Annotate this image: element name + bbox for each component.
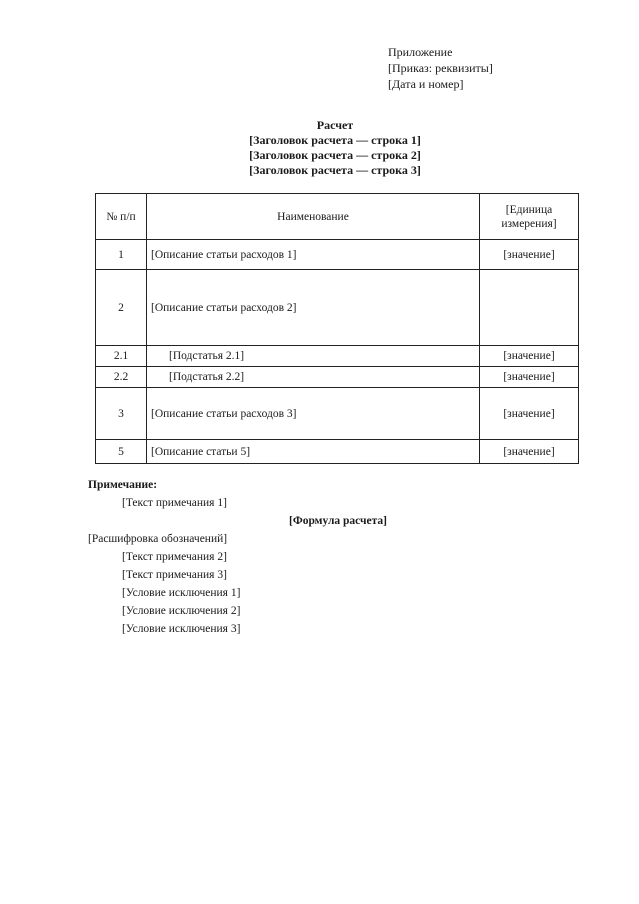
row-num: 3: [96, 388, 147, 440]
title-line-1: Расчет: [316, 118, 354, 132]
row-num: 2.1: [96, 346, 147, 367]
row-desc: [Описание статьи расходов 1]: [147, 240, 480, 270]
row-desc: [Подстатья 2.1]: [147, 346, 480, 367]
row-value: [480, 270, 579, 346]
row-value: [значение]: [480, 367, 579, 388]
table-row: [96, 367, 579, 388]
note-paragraph-4: [Текст примечания 3]: [122, 569, 227, 581]
appendix-line-3: [Дата и номер]: [388, 77, 464, 91]
table-row: [96, 440, 579, 464]
table-row: [96, 240, 579, 270]
table-row: [96, 270, 579, 346]
row-value: [значение]: [480, 388, 579, 440]
table-row: [96, 388, 579, 440]
header-value: [Единица измерения]: [480, 194, 579, 240]
row-value: [значение]: [480, 440, 579, 464]
row-num: 2.2: [96, 367, 147, 388]
row-num: 1: [96, 240, 147, 270]
note-paragraph-3: [Текст примечания 2]: [122, 551, 227, 563]
notes-section: [88, 478, 588, 640]
calculation-table: [95, 193, 579, 464]
header-name: Наименование: [147, 194, 480, 240]
title-line-2: [Заголовок расчета — строка 1]: [249, 133, 421, 147]
row-desc: [Описание статьи 5]: [147, 440, 480, 464]
row-value: [значение]: [480, 346, 579, 367]
header-num: № п/п: [96, 194, 147, 240]
note-paragraph-5: [Условие исключения 1]: [122, 587, 241, 599]
note-paragraph-1: [Текст примечания 1]: [122, 497, 227, 509]
row-value: [значение]: [480, 240, 579, 270]
notes-heading: Примечание:: [88, 479, 158, 491]
table-row: [96, 346, 579, 367]
title-line-3: [Заголовок расчета — строка 2]: [249, 148, 421, 162]
note-paragraph-2: [Расшифровка обозначений]: [88, 533, 228, 545]
note-paragraph-7: [Условие исключения 3]: [122, 623, 241, 635]
appendix-line-1: Приложение: [388, 45, 453, 59]
row-desc: [Описание статьи расходов 2]: [147, 270, 480, 346]
row-num: 2: [96, 270, 147, 346]
row-num: 5: [96, 440, 147, 464]
document-title: [100, 118, 570, 178]
note-paragraph-6: [Условие исключения 2]: [122, 605, 241, 617]
appendix-block: [388, 44, 493, 92]
row-desc: [Описание статьи расходов 3]: [147, 388, 480, 440]
appendix-line-2: [Приказ: реквизиты]: [388, 61, 493, 75]
row-desc: [Подстатья 2.2]: [147, 367, 480, 388]
title-line-4: [Заголовок расчета — строка 3]: [249, 163, 421, 177]
formula: [Формула расчета]: [288, 515, 388, 527]
table-header-row: [96, 194, 579, 240]
